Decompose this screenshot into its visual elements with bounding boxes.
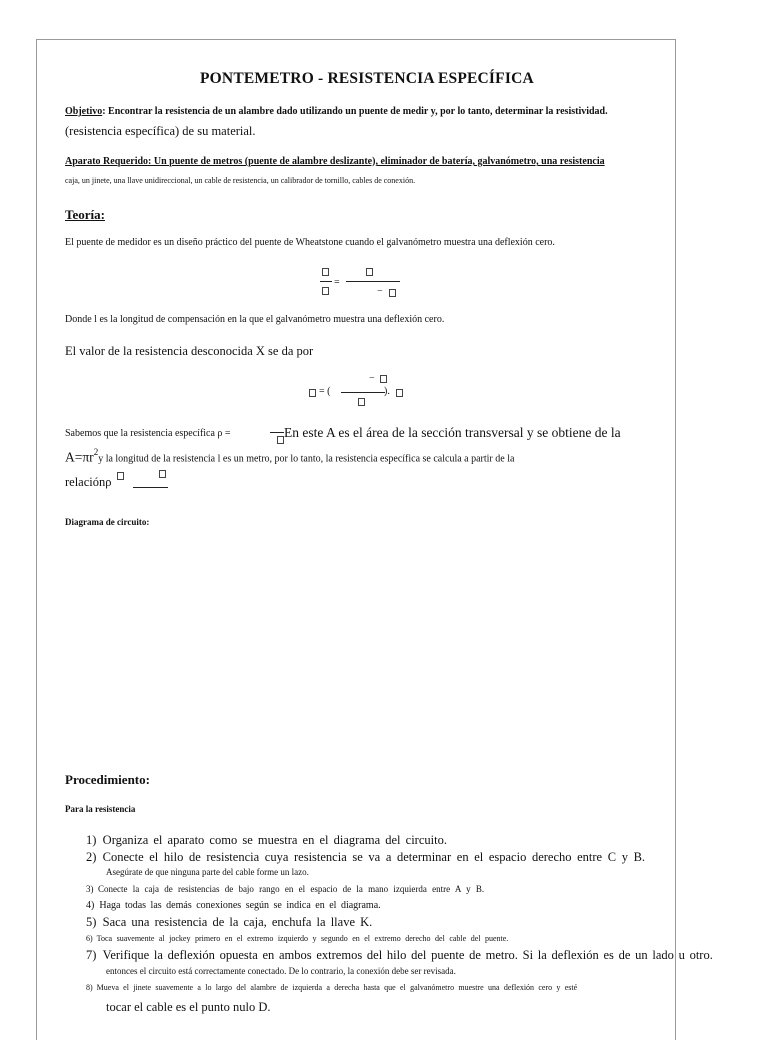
equation-symbol (309, 389, 316, 397)
step-text: Organiza el aparato como se muestra en el diagrama del circuito. (102, 833, 447, 847)
equation-symbol (322, 268, 329, 276)
step-number: 3) (86, 884, 94, 894)
step-continuation: tocar el cable es el punto nulo D. (106, 1000, 271, 1014)
list-item (86, 983, 577, 992)
procedure-heading: Procedimiento: (65, 772, 150, 787)
area-formula: A=πr (65, 449, 94, 465)
step-number: 8) (86, 983, 93, 992)
step-text: Conecte el hilo de resistencia cuya resistencia se va a determinar en el espacio derecho entre C y B. (102, 850, 646, 864)
step-continuation: Asegúrate de que ninguna parte del cable forme un lazo. (106, 867, 309, 877)
area-formula-exponent: 2 (93, 447, 99, 457)
circuit-diagram-heading: Diagrama de circuito: (65, 517, 150, 527)
theory-heading: Teoría: (65, 207, 105, 222)
step-number: 5) (86, 915, 97, 929)
equation-symbol (358, 398, 365, 406)
step-number: 1) (86, 833, 97, 847)
equation-equals: = (334, 277, 340, 288)
step-text: Conecte la caja de resistencias de bajo rango en el espacio de la mano izquierda entre A y B. (98, 884, 485, 894)
theory-paragraph-5 (65, 447, 514, 466)
equation-minus: − (377, 286, 383, 297)
list-item (86, 915, 372, 930)
page-title: PONTEMETRO - RESISTENCIA ESPECÍFICA (200, 70, 534, 87)
step-text: Toca suavemente al jockey primero en el extremo izquierdo y segundo en el extremo derecho del cable del puente. (96, 934, 509, 943)
step-number: 6) (86, 934, 93, 943)
list-item (86, 833, 447, 848)
theory-paragraph-4a: Sabemos que la resistencia específica ρ = (65, 428, 231, 439)
objective-text: : Encontrar la resistencia de un alambre dado utilizando un puente de medir y, por lo tanto, determinar la resistividad. (102, 106, 608, 117)
theory-paragraph-2: Donde l es la longitud de compensación en la que el galvanómetro muestra una deflexión cero. (65, 314, 445, 325)
equation-minus: − (369, 373, 375, 384)
equation-symbol (389, 289, 396, 297)
theory-paragraph-1: El puente de medidor es un diseño práctico del puente de Wheatstone cuando el galvanómetro muestra una deflexión cero. (65, 237, 555, 248)
step-text: Haga todas las demás conexiones según se indica en el diagrama. (99, 900, 381, 911)
equation-symbol (396, 389, 403, 397)
procedure-subheading: Para la resistencia (65, 804, 136, 814)
step-text: Mueva el jinete suavemente a lo largo del alambre de izquierda a derecha hasta que el galvanómetro muestre una deflexión cero y esté (96, 983, 578, 992)
theory-paragraph-3: El valor de la resistencia desconocida X se da por (65, 344, 314, 358)
list-item (86, 900, 381, 911)
step-text: Verifique la deflexión opuesta en ambos extremos del hilo del puente de metro. Si la deflexión es de un lado u otro. (102, 948, 713, 962)
objective-line (65, 106, 608, 117)
theory-paragraph-4b: En este A es el área de la sección transversal y se obtiene de la (284, 425, 621, 440)
equation-lhs: = ( (319, 386, 331, 397)
apparatus-continuation: caja, un jinete, una llave unidireccional, un cable de resistencia, un calibrador de tornillo, cables de conexión. (65, 176, 416, 185)
list-item (86, 948, 713, 963)
apparatus-line: Aparato Requerido: Un puente de metros (puente de alambre deslizante), eliminador de batería, galvanómetro, una resistencia (65, 156, 605, 167)
equation-symbol (117, 472, 124, 480)
theory-paragraph-5-text: y la longitud de la resistencia l es un metro, por lo tanto, la resistencia específica se calcula a partir de la (98, 453, 515, 465)
equation-symbol (277, 436, 284, 444)
equation-symbol (322, 287, 329, 295)
step-number: 2) (86, 850, 97, 864)
equation-symbol (366, 268, 373, 276)
equation-symbol (159, 470, 166, 478)
objective-continuation: (resistencia específica) de su material. (65, 124, 256, 138)
step-number: 4) (86, 900, 95, 911)
equation-rhs: ). (384, 386, 390, 397)
list-item (86, 850, 645, 865)
theory-paragraph-6: relaciónρ (65, 475, 112, 489)
objective-label: Objetivo (65, 106, 103, 117)
step-continuation: entonces el circuito está correctamente conectado. De lo contrario, la conexión debe ser revisada. (106, 966, 456, 976)
equation-symbol (380, 375, 387, 383)
step-number: 7) (86, 948, 97, 962)
list-item (86, 934, 508, 943)
list-item (86, 884, 484, 894)
step-text: Saca una resistencia de la caja, enchufa la llave K. (102, 915, 373, 929)
